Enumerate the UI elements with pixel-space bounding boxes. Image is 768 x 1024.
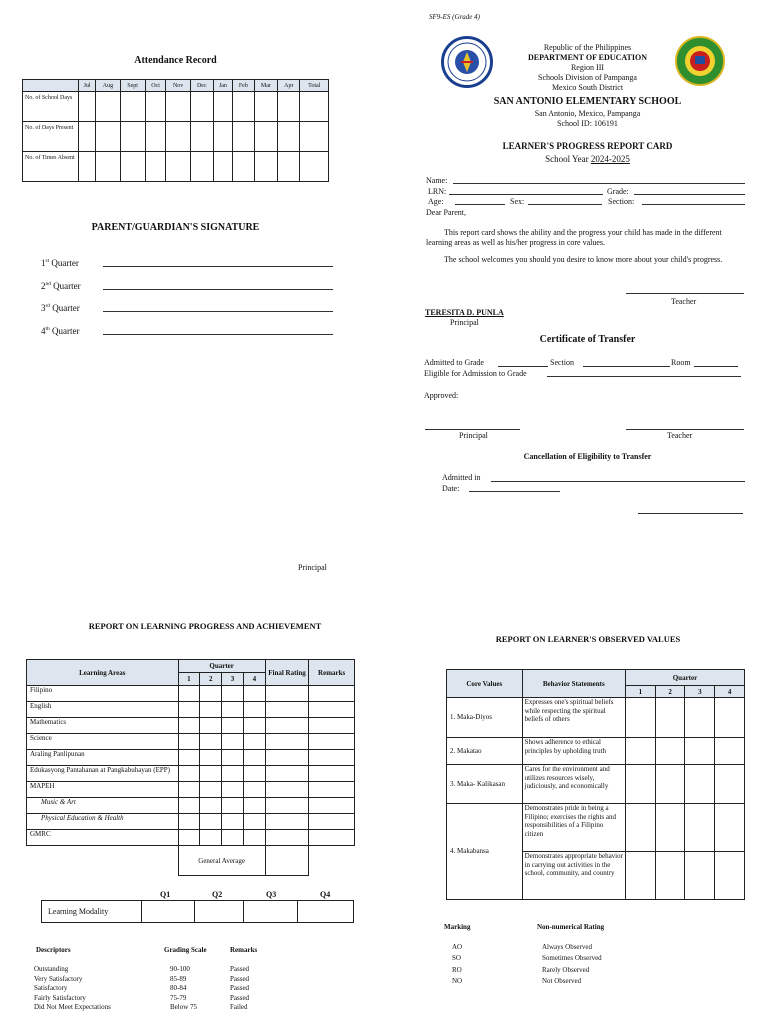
approved-label: Approved: xyxy=(424,391,459,400)
grading-scale-value: 80-84 xyxy=(170,984,187,993)
attendance-cell[interactable] xyxy=(166,152,190,182)
grading-scale-value: 85-89 xyxy=(170,974,187,983)
attendance-cell[interactable] xyxy=(120,122,145,152)
lrn-label: LRN: xyxy=(428,187,447,196)
learning-title: REPORT ON LEARNING PROGRESS AND ACHIEVEMENT xyxy=(88,621,322,631)
attendance-month-header: Aug xyxy=(96,80,120,92)
behavior-statement: Shows adherence to ethical principles by upholding truth xyxy=(522,738,625,765)
attendance-corner xyxy=(23,80,79,92)
signature-quarter-label xyxy=(41,258,79,268)
school-header xyxy=(500,43,675,93)
values-rating-cell[interactable] xyxy=(625,698,655,738)
grade-cell[interactable] xyxy=(309,686,355,702)
intro-paragraph: This report card shows the ability and the progress your child has made in the different learning areas as well as his/her progress in core values. xyxy=(426,228,722,247)
republic-line: Republic of the Philippines xyxy=(543,43,632,52)
grading-remark: Failed xyxy=(230,1003,248,1012)
attendance-row-label: No. of Days Present xyxy=(23,122,79,152)
signature-line[interactable] xyxy=(103,311,333,312)
modality-quarter-header: Q4 xyxy=(320,890,331,899)
grade-cell[interactable] xyxy=(178,734,200,750)
grade-cell[interactable] xyxy=(309,782,355,798)
attendance-row-label: No. of School Days xyxy=(23,92,79,122)
room-label: Room xyxy=(671,358,691,367)
region-line: Region III xyxy=(570,63,605,72)
grade-cell[interactable] xyxy=(200,750,222,766)
signature-line[interactable] xyxy=(103,266,333,267)
values-row xyxy=(447,738,745,765)
grade-cell[interactable] xyxy=(178,814,200,830)
attendance-cell[interactable] xyxy=(190,92,213,122)
general-average-row xyxy=(27,846,355,876)
attendance-cell[interactable] xyxy=(96,92,120,122)
quarter-suffix: th xyxy=(45,325,50,332)
grade-cell[interactable] xyxy=(222,686,244,702)
core-value: 2. Makatao xyxy=(447,738,523,765)
eligible-label: Eligible for Admission to Grade xyxy=(424,369,527,378)
marking-code: RO xyxy=(452,965,462,974)
district-line: Mexico South District xyxy=(551,83,624,92)
behavior-statement: Demonstrates appropriate behavior in carrying out activities in the school, community, and country xyxy=(522,852,625,900)
attendance-table xyxy=(22,79,329,182)
grading-remark: Passed xyxy=(230,993,250,1002)
attendance-month-header: Jan xyxy=(213,80,232,92)
attendance-cell[interactable] xyxy=(254,152,278,182)
values-rating-cell[interactable] xyxy=(685,738,715,765)
values-rating-cell[interactable] xyxy=(625,852,655,900)
attendance-month-header: Sept xyxy=(120,80,145,92)
quarter-number: 1 xyxy=(41,258,46,268)
grade-cell[interactable] xyxy=(243,734,265,750)
behavior-statement: Demonstrates pride in being a Filipino; exercises the rights and responsibilities of a Filipino citizen xyxy=(522,804,625,852)
grade-cell[interactable] xyxy=(309,702,355,718)
grade-cell[interactable] xyxy=(222,718,244,734)
quarter-col-header: 3 xyxy=(222,673,244,686)
deped-seal-icon xyxy=(441,36,493,88)
values-rating-cell[interactable] xyxy=(655,804,685,852)
learning-area-name: Music & Art xyxy=(27,798,179,814)
values-row xyxy=(447,804,745,852)
grade-cell[interactable] xyxy=(265,686,309,702)
attendance-row xyxy=(23,152,329,182)
principal-title: Principal xyxy=(450,318,479,327)
values-rating-cell[interactable] xyxy=(625,765,655,804)
modality-quarter-header: Q3 xyxy=(266,890,277,899)
col-values-quarter: Quarter xyxy=(625,670,744,686)
grading-descriptor: Very Satisfactory xyxy=(34,974,83,983)
grading-descriptor: Fairly Satisfactory xyxy=(34,993,86,1002)
marking-code: SO xyxy=(452,954,461,963)
modality-q4-cell[interactable] xyxy=(298,901,354,923)
values-rating-cell[interactable] xyxy=(715,698,745,738)
grade-cell[interactable] xyxy=(265,766,309,782)
grade-cell[interactable] xyxy=(265,750,309,766)
learning-area-row xyxy=(27,750,355,766)
school-address: San Antonio, Mexico, Pampanga xyxy=(534,109,641,118)
attendance-cell[interactable] xyxy=(120,92,145,122)
name-label: Name: xyxy=(426,176,448,185)
dear-parent: Dear Parent, xyxy=(426,208,466,217)
signature-quarter-label xyxy=(41,281,81,291)
quarter-number: 2 xyxy=(41,280,46,291)
blank-cell xyxy=(309,846,355,876)
transfer-principal-label: Principal xyxy=(459,431,488,440)
school-address-block xyxy=(470,109,705,129)
modality-q3-cell[interactable] xyxy=(244,901,298,923)
learning-area-row xyxy=(27,798,355,814)
values-row xyxy=(447,765,745,804)
grade-cell[interactable] xyxy=(222,734,244,750)
grading-remark: Passed xyxy=(230,984,250,993)
learning-area-row xyxy=(27,702,355,718)
transfer-section-label: Section xyxy=(550,358,574,367)
grade-cell[interactable] xyxy=(243,798,265,814)
school-year-value: 2024-2025 xyxy=(590,154,630,164)
values-rating-cell[interactable] xyxy=(685,698,715,738)
quarter-suffix: st xyxy=(45,258,50,264)
grade-cell[interactable] xyxy=(243,814,265,830)
col-final-rating: Final Rating xyxy=(265,660,309,686)
marking-code: AO xyxy=(452,943,463,951)
values-rating-cell[interactable] xyxy=(625,804,655,852)
grade-cell[interactable] xyxy=(309,798,355,814)
quarter-word: Quarter xyxy=(52,303,80,313)
marking-header: Marking xyxy=(444,923,471,931)
grade-cell[interactable] xyxy=(243,750,265,766)
grade-cell[interactable] xyxy=(309,830,355,846)
signature-line[interactable] xyxy=(103,289,333,290)
values-rating-cell[interactable] xyxy=(655,765,685,804)
grade-cell[interactable] xyxy=(309,814,355,830)
grade-cell[interactable] xyxy=(200,798,222,814)
attendance-row xyxy=(23,122,329,152)
attendance-cell[interactable] xyxy=(278,152,300,182)
grade-cell[interactable] xyxy=(178,798,200,814)
grade-cell[interactable] xyxy=(222,798,244,814)
cancel-title: Cancellation of Eligibility to Transfer xyxy=(523,452,652,461)
values-rating-cell[interactable] xyxy=(715,765,745,804)
general-average-cell[interactable] xyxy=(265,846,309,876)
attendance-month-header: Feb xyxy=(233,80,254,92)
learning-area-row xyxy=(27,766,355,782)
grade-cell[interactable] xyxy=(178,702,200,718)
non-numerical-header: Non-numerical Rating xyxy=(537,923,605,931)
learning-area-name: Edukasyong Pantahanan at Pangkabuhayan (EPP) xyxy=(27,766,179,782)
grade-cell[interactable] xyxy=(243,782,265,798)
quarter-col-header: 4 xyxy=(243,673,265,686)
grade-cell[interactable] xyxy=(222,750,244,766)
grade-cell[interactable] xyxy=(178,750,200,766)
learning-area-name: Filipino xyxy=(27,686,179,702)
learning-area-name: Araling Panlipunan xyxy=(27,750,179,766)
section-label: Section: xyxy=(608,197,635,206)
grade-cell[interactable] xyxy=(200,686,222,702)
values-table xyxy=(446,669,745,900)
col-behavior: Behavior Statements xyxy=(522,670,625,698)
attendance-cell[interactable] xyxy=(96,152,120,182)
grading-remark: Passed xyxy=(230,965,250,973)
grading-scale-value: 75-79 xyxy=(170,993,187,1002)
grading-remark: Passed xyxy=(230,974,250,983)
admitted-grade-label: Admitted to Grade xyxy=(424,358,484,367)
descriptors-header: Descriptors xyxy=(36,946,71,954)
attendance-cell[interactable] xyxy=(145,152,166,182)
learning-areas-table xyxy=(26,659,355,876)
learning-area-row xyxy=(27,686,355,702)
grade-cell[interactable] xyxy=(178,718,200,734)
values-rating-cell[interactable] xyxy=(685,852,715,900)
marking-rating: Rarely Observed xyxy=(542,965,590,974)
learning-area-name: Physical Education & Health xyxy=(27,814,179,830)
date-label: Date: xyxy=(442,484,460,493)
modality-label: Learning Modality xyxy=(42,901,142,923)
quarter-suffix: nd xyxy=(45,280,51,287)
learning-area-row xyxy=(27,814,355,830)
modality-q2-cell[interactable] xyxy=(195,901,244,923)
signature-quarter-label xyxy=(41,303,80,313)
division-line: Schools Division of Pampanga xyxy=(538,73,637,82)
grade-cell[interactable] xyxy=(200,782,222,798)
grade-cell[interactable] xyxy=(200,718,222,734)
modality-quarter-header: Q2 xyxy=(212,890,223,899)
grade-cell[interactable] xyxy=(178,782,200,798)
attendance-month-header: Mar xyxy=(254,80,278,92)
signature-line[interactable] xyxy=(103,334,333,335)
grade-cell[interactable] xyxy=(222,782,244,798)
quarter-word: Quarter xyxy=(51,258,79,268)
attendance-cell[interactable] xyxy=(79,152,96,182)
attendance-cell[interactable] xyxy=(79,92,96,122)
quarter-col-header: 1 xyxy=(178,673,200,686)
values-rating-cell[interactable] xyxy=(685,765,715,804)
attendance-cell[interactable] xyxy=(79,122,96,152)
col-quarter: Quarter xyxy=(178,660,265,673)
quarter-suffix: rd xyxy=(45,303,50,309)
grade-cell[interactable] xyxy=(265,734,309,750)
attendance-cell[interactable] xyxy=(166,92,190,122)
grade-cell[interactable] xyxy=(200,702,222,718)
grade-cell[interactable] xyxy=(265,718,309,734)
grading-descriptor: Satisfactory xyxy=(34,984,68,993)
grade-cell[interactable] xyxy=(265,830,309,846)
learning-area-row xyxy=(27,718,355,734)
grade-cell[interactable] xyxy=(178,830,200,846)
values-rating-cell[interactable] xyxy=(625,738,655,765)
grade-cell[interactable] xyxy=(309,750,355,766)
transfer-teacher-label: Teacher xyxy=(667,431,693,440)
grading-scale-header: Grading Scale xyxy=(164,946,207,954)
marking-rating: Always Observed xyxy=(542,943,592,951)
attendance-month-header: Jul xyxy=(79,80,96,92)
grade-cell[interactable] xyxy=(200,766,222,782)
values-quarter-header: 3 xyxy=(685,686,715,698)
learning-area-row xyxy=(27,782,355,798)
general-average-label: General Average xyxy=(178,846,265,876)
values-rating-cell[interactable] xyxy=(655,738,685,765)
learning-area-name: GMRC xyxy=(27,830,179,846)
attendance-row xyxy=(23,92,329,122)
quarter-number: 4 xyxy=(41,325,46,336)
grade-cell[interactable] xyxy=(265,798,309,814)
grade-cell[interactable] xyxy=(222,766,244,782)
core-value: 4. Makabansa xyxy=(447,804,523,900)
teacher-label: Teacher xyxy=(671,297,697,306)
learning-area-name: English xyxy=(27,702,179,718)
grade-cell[interactable] xyxy=(265,702,309,718)
attendance-cell[interactable] xyxy=(145,122,166,152)
behavior-statement: Cares for the environment and utilizes resources wisely, judiciously, and economically xyxy=(522,765,625,804)
attendance-cell[interactable] xyxy=(190,122,213,152)
values-rating-cell[interactable] xyxy=(685,804,715,852)
learning-area-name: MAPEH xyxy=(27,782,179,798)
values-rating-cell[interactable] xyxy=(715,804,745,852)
attendance-cell[interactable] xyxy=(233,122,254,152)
attendance-month-header: Nov xyxy=(166,80,190,92)
values-rating-cell[interactable] xyxy=(715,738,745,765)
school-name: SAN ANTONIO ELEMENTARY SCHOOL xyxy=(493,96,682,107)
attendance-row-label: No. of Times Absent xyxy=(23,152,79,182)
school-id: School ID: 106191 xyxy=(557,119,618,128)
values-rating-cell[interactable] xyxy=(655,852,685,900)
values-quarter-header: 2 xyxy=(655,686,685,698)
attendance-cell[interactable] xyxy=(213,92,232,122)
school-year-label: School Year xyxy=(545,154,589,164)
grade-cell[interactable] xyxy=(222,830,244,846)
attendance-cell[interactable] xyxy=(166,122,190,152)
grade-cell[interactable] xyxy=(222,702,244,718)
learning-area-name: Mathematics xyxy=(27,718,179,734)
grade-cell[interactable] xyxy=(309,734,355,750)
attendance-month-header: Oct xyxy=(145,80,166,92)
attendance-cell[interactable] xyxy=(233,92,254,122)
learning-area-name: Science xyxy=(27,734,179,750)
transfer-title: Certificate of Transfer xyxy=(539,334,636,345)
attendance-cell[interactable] xyxy=(120,152,145,182)
signature-quarter-label xyxy=(41,326,79,336)
quarter-word: Quarter xyxy=(53,280,81,291)
marking-code: NO xyxy=(452,976,463,985)
grade-cell[interactable] xyxy=(200,734,222,750)
admitted-in-label: Admitted in xyxy=(442,473,481,482)
attendance-cell[interactable] xyxy=(254,122,278,152)
attendance-cell[interactable] xyxy=(145,92,166,122)
signature-title: PARENT/GUARDIAN'S SIGNATURE xyxy=(91,222,260,233)
grade-cell[interactable] xyxy=(309,766,355,782)
core-value: 3. Maka- Kalikasan xyxy=(447,765,523,804)
grade-cell[interactable] xyxy=(243,830,265,846)
grading-scale-value: 90-100 xyxy=(170,965,190,973)
modality-quarter-header: Q1 xyxy=(160,890,171,899)
department-line: DEPARTMENT OF EDUCATION xyxy=(528,53,647,62)
sex-label: Sex: xyxy=(510,197,525,206)
values-quarter-header: 1 xyxy=(625,686,655,698)
attendance-cell[interactable] xyxy=(300,122,329,152)
grading-descriptor: Outstanding xyxy=(34,965,69,973)
modality-table xyxy=(41,900,354,923)
learning-area-row xyxy=(27,734,355,750)
attendance-cell[interactable] xyxy=(300,152,329,182)
grade-cell[interactable] xyxy=(243,702,265,718)
quarter-col-header: 2 xyxy=(200,673,222,686)
attendance-month-header: Total xyxy=(300,80,329,92)
core-value: 1. Maka-Diyos xyxy=(447,698,523,738)
behavior-statement: Expresses one's spiritual beliefs while respecting the spiritual beliefs of others xyxy=(522,698,625,738)
marking-rating: Not Observed xyxy=(542,976,582,985)
quarter-word: Quarter xyxy=(51,325,80,336)
values-quarter-header: 4 xyxy=(715,686,745,698)
marking-rating: Sometimes Observed xyxy=(542,954,602,963)
attendance-title: Attendance Record xyxy=(134,55,217,66)
values-rating-cell[interactable] xyxy=(715,852,745,900)
grade-cell[interactable] xyxy=(243,766,265,782)
grade-cell[interactable] xyxy=(222,814,244,830)
attendance-cell[interactable] xyxy=(254,92,278,122)
blank-cell xyxy=(27,846,179,876)
school-year-line xyxy=(470,154,705,164)
age-label: Age: xyxy=(428,197,444,206)
grade-cell[interactable] xyxy=(178,766,200,782)
learning-area-row xyxy=(27,830,355,846)
attendance-month-header: Dec xyxy=(190,80,213,92)
attendance-cell[interactable] xyxy=(213,122,232,152)
grading-descriptor: Did Not Meet Expectations xyxy=(34,1003,111,1012)
attendance-cell[interactable] xyxy=(96,122,120,152)
attendance-month-header: Apr xyxy=(278,80,300,92)
attendance-cell[interactable] xyxy=(233,152,254,182)
quarter-number: 3 xyxy=(41,303,46,313)
grade-label: Grade: xyxy=(607,187,629,196)
principal-name: TERESITA D. PUNLA xyxy=(425,308,504,317)
left-principal-label: Principal xyxy=(298,563,327,572)
grade-cell[interactable] xyxy=(309,718,355,734)
values-title: REPORT ON LEARNER'S OBSERVED VALUES xyxy=(495,634,681,644)
attendance-cell[interactable] xyxy=(278,92,300,122)
values-rating-cell[interactable] xyxy=(655,698,685,738)
attendance-cell[interactable] xyxy=(213,152,232,182)
grade-cell[interactable] xyxy=(243,718,265,734)
grade-cell[interactable] xyxy=(200,830,222,846)
welcome-paragraph: The school welcomes you should you desire to know more about your child's progress. xyxy=(444,255,723,264)
col-remarks: Remarks xyxy=(309,660,355,686)
grade-cell[interactable] xyxy=(243,686,265,702)
modality-q1-cell[interactable] xyxy=(142,901,195,923)
attendance-cell[interactable] xyxy=(300,92,329,122)
report-card-title: LEARNER'S PROGRESS REPORT CARD xyxy=(502,141,673,151)
school-logo-icon xyxy=(675,36,725,86)
col-learning-areas: Learning Areas xyxy=(27,660,179,686)
grading-scale-value: Below 75 xyxy=(170,1003,198,1012)
grade-cell[interactable] xyxy=(265,814,309,830)
grade-cell[interactable] xyxy=(178,686,200,702)
col-core-values: Core Values xyxy=(447,670,523,698)
form-code: SF9-ES (Grade 4) xyxy=(429,13,480,21)
grade-cell[interactable] xyxy=(200,814,222,830)
values-row xyxy=(447,698,745,738)
grade-cell[interactable] xyxy=(265,782,309,798)
attendance-cell[interactable] xyxy=(278,122,300,152)
attendance-cell[interactable] xyxy=(190,152,213,182)
grading-remarks-header: Remarks xyxy=(230,946,258,954)
